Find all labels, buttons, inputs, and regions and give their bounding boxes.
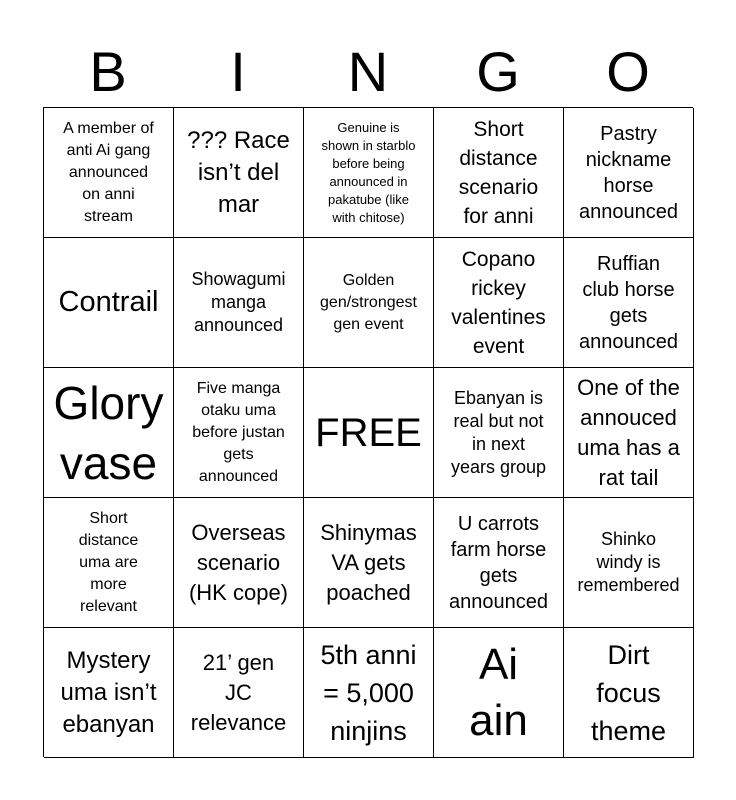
cell-text: Copano rickey valentines event <box>451 247 546 358</box>
bingo-cell[interactable] <box>434 368 564 498</box>
bingo-header <box>43 36 693 108</box>
bingo-cell[interactable] <box>434 108 564 238</box>
cell-text: 21’ gen JC relevance <box>190 649 287 735</box>
cell-text: 5th anni = 5,000 ninjins <box>320 639 417 746</box>
cell-text: Genuine is shown in starblo before being announced in pakatube (like with chitose) <box>321 119 416 225</box>
header-letter-n: N <box>347 40 389 103</box>
cell-text: Short distance scenario for anni <box>458 117 539 228</box>
bingo-cell[interactable] <box>44 238 174 368</box>
bingo-cell[interactable] <box>434 628 564 758</box>
bingo-cell[interactable] <box>44 628 174 758</box>
bingo-cell[interactable] <box>174 498 304 628</box>
cell-text: Ruffian club horse gets announced <box>579 252 678 353</box>
bingo-cell[interactable] <box>564 498 694 628</box>
bingo-cell[interactable] <box>44 108 174 238</box>
bingo-grid <box>43 107 693 757</box>
free-space[interactable] <box>304 368 434 498</box>
bingo-cell[interactable] <box>304 498 434 628</box>
cell-text: Overseas scenario (HK cope) <box>188 519 289 605</box>
cell-text: Ai ain <box>469 639 528 745</box>
bingo-cell[interactable] <box>434 238 564 368</box>
cell-text: Short distance uma are more relevant <box>78 509 139 615</box>
cell-text: Mystery uma isn’t ebanyan <box>60 646 157 738</box>
cell-text: Dirt focus theme <box>590 639 667 746</box>
header-letter-b: B <box>89 40 127 103</box>
cell-text: Shinymas VA gets poached <box>320 519 417 605</box>
bingo-cell[interactable] <box>564 108 694 238</box>
cell-text: Golden gen/strongest gen event <box>320 271 417 333</box>
bingo-cell[interactable] <box>44 368 174 498</box>
bingo-cell[interactable] <box>304 628 434 758</box>
bingo-cell[interactable] <box>44 498 174 628</box>
bingo-cell[interactable] <box>304 238 434 368</box>
bingo-cell[interactable] <box>304 108 434 238</box>
bingo-cell[interactable] <box>174 368 304 498</box>
cell-text: ??? Race isn’t del mar <box>187 126 290 218</box>
cell-text: Five manga otaku uma before justan gets announced <box>192 379 285 485</box>
cell-text: One of the annouced uma has a rat tail <box>577 374 680 490</box>
cell-text: Shinko windy is remembered <box>577 529 680 595</box>
cell-text: A member of anti Ai gang announced on anni stream <box>63 119 154 225</box>
cell-text: Showagumi manga announced <box>191 269 286 335</box>
cell-text: Contrail <box>58 286 159 318</box>
header-letter-o: O <box>606 40 650 103</box>
bingo-cell[interactable] <box>174 108 304 238</box>
header-letter-i: I <box>230 40 246 103</box>
bingo-cell[interactable] <box>564 238 694 368</box>
cell-text: Pastry nickname horse announced <box>579 122 678 223</box>
cell-text: Glory vase <box>53 376 164 489</box>
cell-text: FREE <box>315 410 422 455</box>
bingo-cell[interactable] <box>434 498 564 628</box>
bingo-cell[interactable] <box>564 368 694 498</box>
bingo-cell[interactable] <box>174 238 304 368</box>
header-letter-g: G <box>476 40 520 103</box>
bingo-cell[interactable] <box>174 628 304 758</box>
cell-text: U carrots farm horse gets announced <box>449 512 548 613</box>
bingo-cell[interactable] <box>564 628 694 758</box>
cell-text: Ebanyan is real but not in next years group <box>450 387 547 477</box>
